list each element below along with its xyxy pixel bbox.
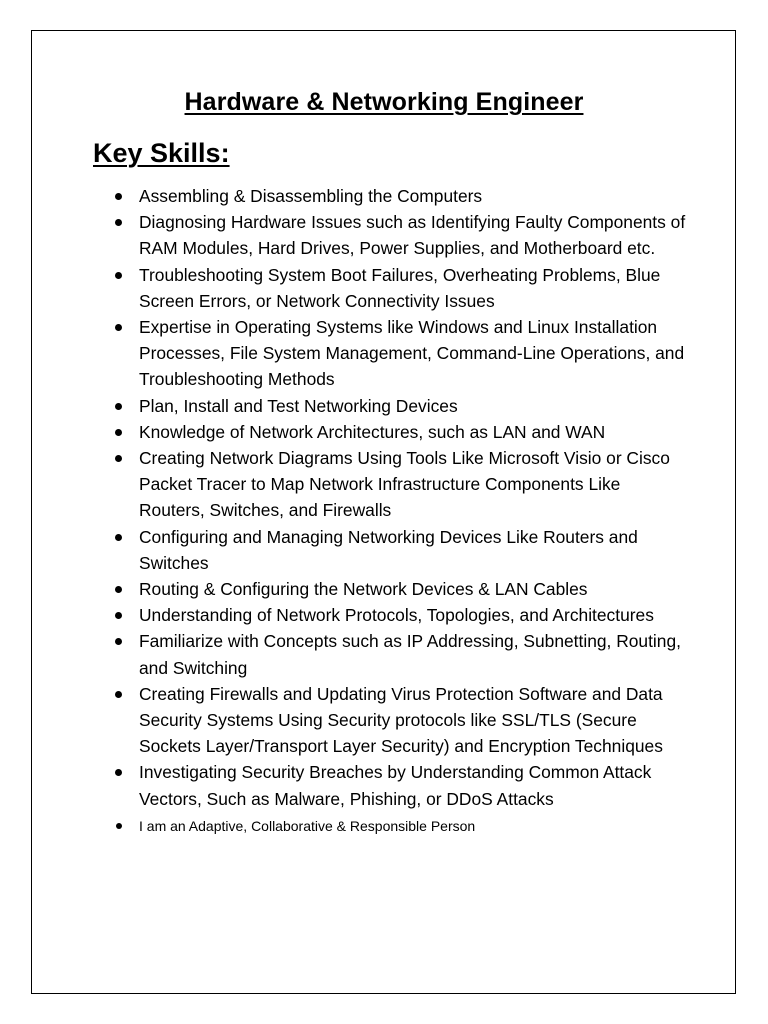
bullet-icon (115, 534, 122, 541)
skill-item (0, 262, 768, 314)
skill-item (0, 576, 768, 602)
bullet-icon (115, 429, 122, 436)
skill-text: Plan, Install and Test Networking Devices (139, 395, 458, 416)
skill-item (0, 602, 768, 628)
bullet-icon (115, 638, 122, 645)
skill-item (0, 419, 768, 445)
key-skills-heading: Key Skills: (93, 138, 230, 168)
skill-text: Familiarize with Concepts such as IP Addressing, Subnetting, Routing, and Switching (139, 631, 681, 678)
bullet-icon (116, 823, 122, 829)
skill-text: Routing & Configuring the Network Devices & LAN Cables (139, 579, 588, 600)
bullet-icon (115, 612, 122, 619)
skill-item (0, 445, 768, 524)
bullet-icon (115, 455, 122, 462)
skill-text: Knowledge of Network Architectures, such as LAN and WAN (139, 421, 606, 442)
skill-text: Creating Network Diagrams Using Tools Like Microsoft Visio or Cisco Packet Tracer to Map Network Infrastructure Components Like Routers, Switches, and Firewalls (139, 448, 670, 521)
document-title: Hardware & Networking Engineer (184, 88, 584, 116)
skill-text: Creating Firewalls and Updating Virus Protection Software and Data Security Systems Using Security protocols like SSL/TLS (Secure Sockets Layer/Transport Layer Security) and Encryption Techniques (139, 683, 663, 757)
bullet-icon (115, 403, 122, 410)
bullet-icon (115, 691, 122, 698)
skill-item (0, 183, 768, 209)
skill-text: Expertise in Operating Systems like Windows and Linux Installation Processes, File System Management, Command-Line Operations, and Troubleshooting Methods (139, 317, 685, 390)
skill-item (0, 524, 768, 576)
skill-item (0, 393, 768, 419)
skill-text: Configuring and Managing Networking Devices Like Routers and Switches (139, 526, 638, 573)
skill-text: Troubleshooting System Boot Failures, Overheating Problems, Blue Screen Errors, or Network Connectivity Issues (139, 264, 661, 311)
bullet-icon (115, 769, 122, 776)
skill-text: Investigating Security Breaches by Understanding Common Attack Vectors, Such as Malware, Phishing, or DDoS Attacks (139, 762, 652, 809)
bullet-icon (115, 272, 122, 279)
bullet-icon (115, 193, 122, 200)
bullet-icon (115, 219, 122, 226)
skill-text: I am an Adaptive, Collaborative & Responsible Person (139, 817, 476, 834)
skill-item (0, 628, 768, 680)
skill-item (0, 681, 768, 760)
bullet-icon (115, 586, 122, 593)
skill-text: Assembling & Disassembling the Computers (139, 186, 483, 206)
bullet-icon (115, 324, 122, 331)
skills-list (0, 183, 768, 838)
skill-item (0, 209, 768, 261)
skill-item (0, 759, 768, 811)
skill-text: Understanding of Network Protocols, Topologies, and Architectures (139, 605, 654, 626)
skill-text: Diagnosing Hardware Issues such as Identifying Faulty Components of RAM Modules, Hard Drives, Power Supplies, and Motherboard etc. (139, 212, 686, 259)
skill-item (0, 314, 768, 393)
skill-item (0, 814, 768, 838)
